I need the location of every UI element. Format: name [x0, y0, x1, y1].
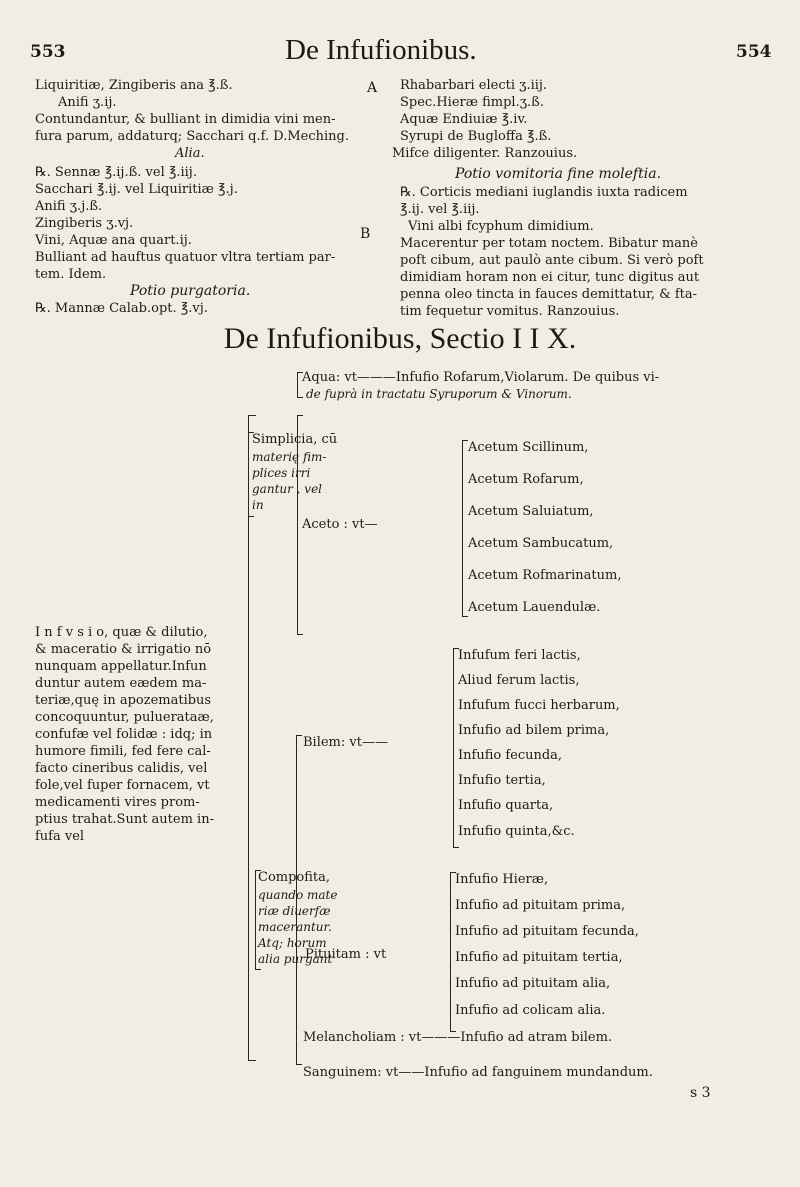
bilem-label: Bilem: vt—— — [303, 735, 388, 750]
infusio-line-12: fufa vel — [35, 829, 85, 844]
right-line-12: penna oleo tincta in fauces demittatur, & fta- — [400, 287, 698, 302]
simplicia-line-0: Simplicia, cū — [252, 432, 338, 447]
infusio-line-7: humore fimili, fed fere cal- — [35, 744, 211, 759]
brace-infusio-bottom — [248, 1060, 256, 1061]
bilem-item-1: Aliud ferum lactis, — [458, 673, 580, 688]
margin-marker-b: B — [360, 226, 371, 242]
left-line-1: Anifi ʒ.ij. — [58, 95, 117, 110]
pituitam-item-2: Infufio ad pituitam fecunda, — [455, 924, 639, 939]
left-line-0: Liquiritiæ, Zingiberis ana ℥.ß. — [35, 78, 233, 93]
aceto-item-0: Acetum Scillinum, — [468, 440, 589, 455]
left-line-7: Anifi ʒ.j.ß. — [35, 199, 103, 214]
composita-line-2: riæ diuerfæ — [258, 904, 331, 918]
right-line-1: Spec.Hieræ fimpl.ʒ.ß. — [400, 95, 544, 110]
pituitam-item-4: Infufio ad pituitam alia, — [455, 976, 611, 991]
left-line-2: Contundantur, & bulliant in dimidia vini men- — [35, 112, 336, 127]
aceto-item-5: Acetum Lauendulæ. — [468, 600, 601, 615]
page-title: De Infufionibus. — [285, 34, 477, 66]
brace-aceto — [462, 440, 463, 617]
sanguinem-line: Sanguinem: vt——Infufio ad fanguinem mundandum. — [303, 1065, 653, 1080]
aceto-label: Aceto : vt— — [302, 517, 378, 532]
section-title: De Infufionibus, Sectio I I X. — [223, 322, 577, 355]
left-line-10: Bulliant ad hauftus quatuor vltra tertiam par- — [35, 250, 336, 265]
signature-mark: s 3 — [690, 1085, 711, 1101]
bilem-item-5: Infufio tertia, — [458, 773, 546, 788]
right-line-8: Vini albi fcyphum dimidium. — [408, 219, 594, 234]
infusio-line-8: facto cineribus calidis, vel — [35, 761, 208, 776]
right-line-9: Macerentur per totam noctem. Bibatur manè — [400, 236, 698, 251]
aceto-item-1: Acetum Rofarum, — [468, 472, 584, 487]
infusio-line-11: ptius trahat.Sunt autem in- — [35, 812, 214, 827]
simplicia-line-3: gantur , vel — [252, 482, 323, 496]
aceto-item-3: Acetum Sambucatum, — [468, 536, 614, 551]
left-line-6: Sacchari ℥.ij. vel Liquiritiæ ℥.j. — [35, 182, 238, 197]
brace-composita — [255, 870, 256, 970]
left-line-8: Zingiberis ʒ.vj. — [35, 216, 134, 231]
bilem-item-0: Infufum feri lactis, — [458, 648, 581, 663]
infusio-line-1: & maceratio & irrigatio nō — [35, 642, 212, 657]
infusio-line-3: duntur autem eædem ma- — [35, 676, 207, 691]
page-number-left: 553 — [30, 42, 66, 62]
left-line-13: ℞. Mannæ Calab.opt. ℥.vj. — [35, 301, 208, 316]
pituitam-label: Pituitam : vt — [305, 947, 387, 962]
right-line-10: poft cibum, aut paulò ante cibum. Si verò poft — [400, 253, 704, 268]
composita-line-3: macerantur. — [258, 920, 332, 934]
right-line-3: Syrupi de Bugloffa ℥.ß. — [400, 129, 552, 144]
left-heading-alia: Alia. — [175, 146, 205, 161]
bilem-item-3: Infufio ad bilem prima, — [458, 723, 610, 738]
right-line-7: ℥.ij. vel ℥.iij. — [400, 202, 480, 217]
brace-infusio-main — [248, 415, 249, 1060]
right-line-4: Mifce diligenter. Ranzouius. — [392, 146, 578, 161]
infusio-line-6: confufæ vel folidæ : idq; in — [35, 727, 213, 742]
bilem-item-7: Infufio quinta,&c. — [458, 824, 575, 839]
brace-pituitam — [450, 872, 451, 1032]
pituitam-item-0: Infufio Hieræ, — [455, 872, 549, 887]
simplicia-line-1: materię fim- — [252, 450, 327, 464]
simplicia-line-4: in — [252, 498, 264, 512]
infusio-line-0: I n f v s i o, quæ & dilutio, — [35, 625, 208, 640]
brace-main-simplicia — [297, 415, 298, 635]
left-heading-potio-purgatoria: Potio purgatoria. — [130, 283, 251, 299]
composita-line-0: Compofita, — [258, 870, 331, 885]
brace-bilem — [453, 648, 454, 848]
infusio-line-4: teriæ,quę in apozematibus — [35, 693, 212, 708]
left-line-3: fura parum, addaturq; Sacchari q.f. D.Meching. — [35, 129, 349, 144]
right-line-6: ℞. Corticis mediani iuglandis iuxta radicem — [400, 185, 688, 200]
aqua-line-1: de fuprà in tractatu Syruporum & Vinorum. — [306, 387, 572, 401]
melancholiam-line: Melancholiam : vt———Infufio ad atram bilem. — [303, 1030, 613, 1045]
composita-line-4: Atq; horum — [258, 936, 327, 950]
right-line-11: dimidiam horam non ei citur, tunc digitus aut — [400, 270, 700, 285]
left-line-9: Vini, Aquæ ana quart.ij. — [35, 233, 192, 248]
infusio-line-10: medicamenti vires prom- — [35, 795, 200, 810]
bilem-item-4: Infufio fecunda, — [458, 748, 563, 763]
bilem-item-6: Infufio quarta, — [458, 798, 554, 813]
left-line-5: ℞. Sennæ ℥.ij.ß. vel ℥.iij. — [35, 165, 197, 180]
pituitam-item-1: Infufio ad pituitam prima, — [455, 898, 626, 913]
aceto-item-2: Acetum Saluiatum, — [468, 504, 594, 519]
page-number-right: 554 — [736, 42, 772, 62]
bilem-item-2: Infufum fucci herbarum, — [458, 698, 620, 713]
simplicia-line-2: plices irri — [252, 466, 311, 480]
pituitam-item-5: Infufio ad colicam alia. — [455, 1003, 606, 1018]
infusio-line-2: nunquam appellatur.Infun — [35, 659, 207, 674]
right-heading-potio-vomitoria: Potio vomitoria fine moleftia. — [455, 166, 662, 182]
aqua-line-0: Aqua: vt———Infufio Rofarum,Violarum. De quibus vi- — [302, 370, 660, 385]
left-line-11: tem. Idem. — [35, 267, 107, 282]
right-line-13: tim fequetur vomitus. Ranzouius. — [400, 304, 620, 319]
infusio-line-9: fole,vel fuper fornacem, vt — [35, 778, 210, 793]
composita-line-1: quando mate — [258, 888, 338, 902]
infusio-line-5: concoquuntur, puluerataæ, — [35, 710, 214, 725]
composita-line-5: alia purgant — [258, 952, 333, 966]
brace-aqua — [297, 372, 298, 398]
brace-infusio-top — [248, 415, 256, 416]
right-line-0: Rhabarbari electi ʒ.iij. — [400, 78, 548, 93]
aceto-item-4: Acetum Rofmarinatum, — [468, 568, 622, 583]
margin-marker-a: A — [367, 80, 378, 96]
right-line-2: Aquæ Endiuiæ ℥.iv. — [400, 112, 528, 127]
pituitam-item-3: Infufio ad pituitam tertia, — [455, 950, 623, 965]
